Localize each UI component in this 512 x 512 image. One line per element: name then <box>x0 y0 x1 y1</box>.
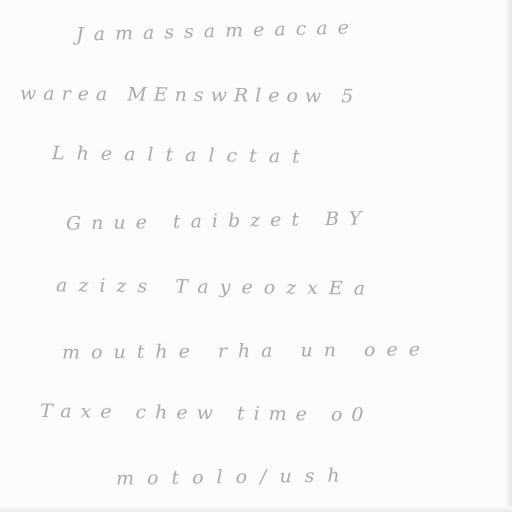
handwriting-row-4: Gnue taibzet BY <box>65 207 372 235</box>
page-edge-shadow-bottom <box>0 506 512 512</box>
handwriting-row-2: warea MEnswRleow 5 <box>19 82 361 108</box>
handwriting-row-8: motolo/ush <box>115 464 353 490</box>
handwriting-row-5: azizs TayeozxEa <box>55 274 377 300</box>
handwriting-row-6: mouthe rha un oee <box>61 338 432 364</box>
handwriting-row-7: Taxe chew time o0 <box>39 399 373 427</box>
page-edge-shadow-right <box>504 0 512 512</box>
handwriting-row-1: Jamassameacae <box>75 16 360 46</box>
handwriting-row-3: Lhealtalctat <box>51 142 312 168</box>
